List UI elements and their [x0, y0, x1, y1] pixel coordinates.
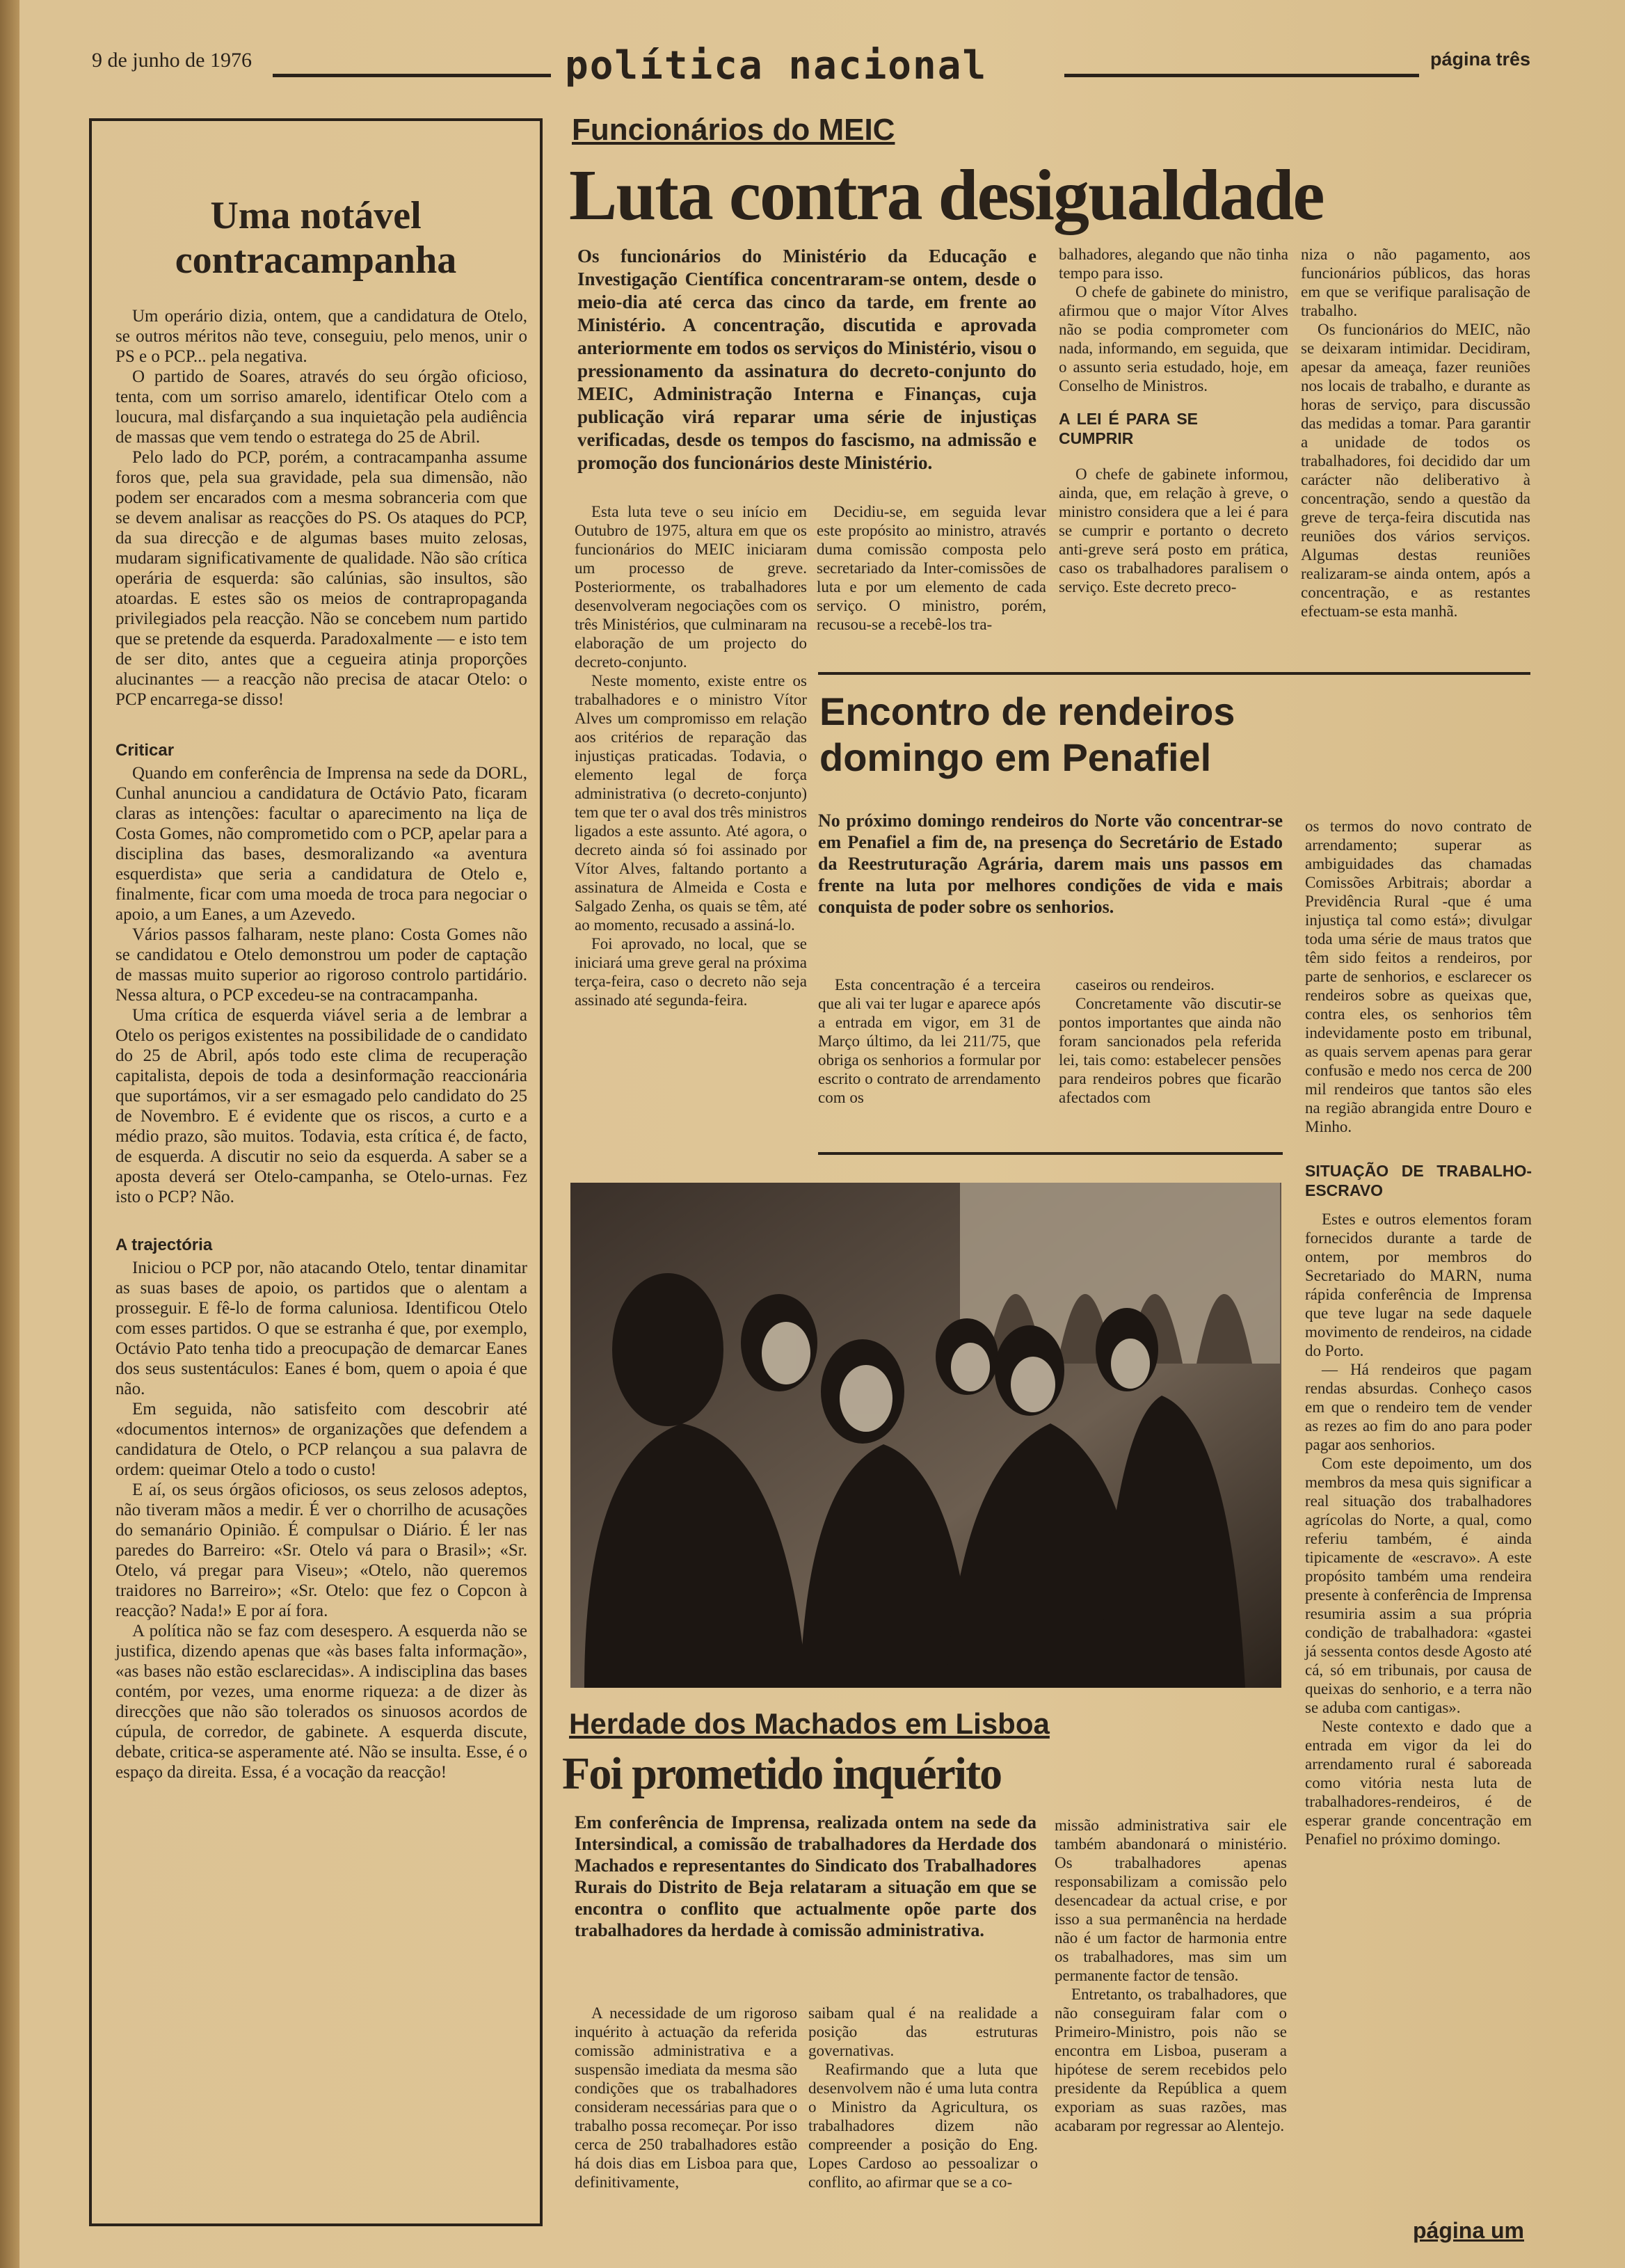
masthead-rule-right	[1064, 74, 1419, 77]
paragraph: Os funcionários do MEIC, não se deixaram intimidar. Decidiram, apesar da ameaça, fazer reuniões nos locais de trabalho, e durante as horas de serviço, para discussão das medidas a tomar. Para garantir a unidade de todos os trabalhadores, foi decidido dar um carácter não deliberativo à concentração, sendo a questão da greve de terça-feira discutida nas reuniões dos vários serviços. Algumas destas reuniões realizaram-se ainda ontem, após a concentração, e as restantes efectuam-se esta manhã.	[1301, 321, 1530, 620]
paragraph: Foi aprovado, no local, que se iniciará uma greve geral na próxima terça-feira, caso o decreto não seja assinado até segunda-feira.	[575, 935, 807, 1009]
meic-divider	[818, 672, 1530, 675]
paragraph: Concretamente vão discutir-se pontos importantes que ainda não foram sancionados pela referida lei, tais como: estabelecer pensões para rendeiros pobres que ficarão afectados com	[1059, 995, 1281, 1106]
rendeiros-subheading: SITUAÇÃO DE TRABALHO-ESCRAVO	[1305, 1162, 1532, 1199]
meic-kicker: Funcionários do MEIC	[572, 113, 895, 147]
paragraph: Decidiu-se, em seguida levar este propósito ao ministro, através duma comissão composta pelo secretariado da Inter-comissões de luta e por um elemento de cada serviço. O ministro, porém, recusou-se a recebê-los tra-	[817, 503, 1046, 633]
paragraph: Um operário dizia, ontem, que a candidatura de Otelo, se outros méritos não teve, conseguiu, pelo menos, unir o PS e o PCP... pela negativa.	[115, 307, 527, 366]
paragraph: Neste momento, existe entre os trabalhadores e o ministro Vítor Alves um compromisso em relação aos critérios de reparação das injustiças praticadas. Todavia, o elemento legal de força administrativa (o decreto-conjunto) tem que ter o aval dos três ministros ligados a este assunto. Até agora, o decreto ainda só foi assinado por Vítor Alves, faltando portanto a assinatura de Almeida e Costa e Salgado Zenha, os quais se têm, até ao momento, recusado a assiná-lo.	[575, 672, 807, 934]
paragraph: Esta concentração é a terceira que ali vai ter lugar e aparece após a entrada em vigor, em 31 de Março último, da lei 211/75, que obriga os senhorios a formular por escrito o contrato de arrendamento com os	[818, 976, 1041, 1106]
boxed-article-title: Uma notável contracampanha	[175, 194, 457, 282]
machados-column-3	[1055, 1816, 1287, 2135]
paragraph: A política não se faz com desespero. A esquerda não se justifica, dizendo apenas que «às bases falta informação», «as bases não estão esclarecidas». A indisciplina das bases contém, por vezes, uma enorme riqueza: a de dizer às direcções que não são tolerados os sinuosos acordos de cúpula, de corredor, de gabinete. A esquerda discute, debate, critica-se asperamente até. Não se insulta. Esse, é o espaço da direita. Essa, é a vocação da reacção!	[115, 1622, 527, 1782]
paragraph: Iniciou o PCP por, não atacando Otelo, tentar dinamitar as suas bases de apoio, os partidos que o alentam a prosseguir. E fê-lo de forma caluniosa. Identificou Otelo com esses partidos. O que se estranha é que, por exemplo, Octávio Pato tenha tido a preocupação de demarcar Eanes dos seus sustentáculos: Eanes é bom, quem o apoia é que não.	[115, 1259, 527, 1398]
meic-column-3	[1059, 245, 1288, 596]
photo-illustration	[570, 1183, 1281, 1688]
paragraph: Vários passos falharam, neste plano: Costa Gomes não se candidatou e Otelo demonstrou um poder de captação de massas muito superior ao rigoroso controlo partidário. Nessa altura, o PCP excedeu-se na contracampanha.	[115, 925, 527, 1005]
paragraph: niza o não pagamento, aos funcionários públicos, das horas em que se verifique paralisação de trabalho.	[1301, 246, 1530, 319]
subheading-trajectoria: A trajectória	[115, 1236, 213, 1254]
paragraph: saibam qual é na realidade a posição das estruturas governativas.	[808, 2004, 1038, 2059]
masthead-rule-left	[273, 74, 551, 77]
machados-column-2	[808, 2004, 1038, 2191]
paragraph: Quando em conferência de Imprensa na sede da DORL, Cunhal anunciou a candidatura de Octávio Pato, ficaram claras as intenções: facultar o aparecimento na liça de Costa Gomes, não comprometido com o PCP, apelar para a disciplina das bases, desmoralizando «a aventura esquerdista» que seria a candidatura de Otelo e, finalmente, ficar com uma moeda de troca para negociar o apoio, a um Eanes, a um Azevedo.	[115, 764, 527, 924]
machados-kicker: Herdade dos Machados em Lisboa	[569, 1707, 1050, 1740]
paragraph: O chefe de gabinete informou, ainda, que, em relação à greve, o ministro considera que a lei é para se cumprir e portanto o decreto anti-greve será posto em prática, caso os trabalhadores paralisem o serviço. Este decreto preco-	[1059, 465, 1288, 596]
machados-lead: Em conferência de Imprensa, realizada ontem na sede da Intersindical, a comissão de trabalhadores da Herdade dos Machados e representantes do Sindicato dos Trabalhadores Rurais do Distrito de Beja relataram a situação em que se encontra o conflito que actualmente opõe parte dos trabalhadores da herdade à comissão administrativa.	[575, 1812, 1036, 1940]
paragraph: Em seguida, não satisfeito com descobrir até «documentos internos» de organizações que defendem a candidatura de Otelo, o PCP relançou a sua palavra de ordem: queimar Otelo a todo o custo!	[115, 1400, 527, 1479]
boxed-article-body	[115, 306, 527, 1782]
paragraph: Reafirmando que a luta que desenvolvem não é uma luta contra o Ministro da Agricultura, os trabalhadores dizem não compreender a posição do Eng. Lopes Cardoso ao pessoalizar o conflito, ao afirmar que se a co-	[808, 2061, 1038, 2191]
rendeiros-headline: Encontro de rendeiros domingo em Penafiel	[819, 689, 1235, 779]
meic-column-1	[575, 502, 807, 1009]
paragraph: Neste contexto e dado que a entrada em vigor da lei do arrendamento rural é saboreada como vitória nesta luta de trabalhadores-rendeiros, é de esperar grande concentração em Penafiel no próximo domingo.	[1305, 1718, 1532, 1848]
rendeiros-lead: No próximo domingo rendeiros do Norte vão concentrar-se em Penafiel a fim de, na presença do Secretário de Estado da Reestruturação Agrária, darem mais uns passos em frente na luta por melhores condições de vida e mais conquista de poder sobre os senhorios.	[818, 810, 1283, 917]
rendeiros-column-2	[1059, 975, 1281, 1107]
meic-headline: Luta contra desigualdade	[569, 155, 1324, 235]
paragraph: balhadores, alegando que não tinha tempo para isso.	[1059, 246, 1288, 282]
paragraph: Estes e outros elementos foram fornecidos durante a tarde de ontem, por membros do Secretariado do MARN, numa rápida conferência de Imprensa que teve lugar na sede daquele movimento de rendeiros, na cidade do Porto.	[1305, 1211, 1532, 1359]
masthead-date: 9 de junho de 1976	[92, 49, 252, 72]
paragraph: E aí, os seus órgãos oficiosos, os seus zelosos adeptos, não tiveram mãos a medir. É ver o chorrilho de acusações do semanário Opinião. É compulsar o Diário. É ler nas paredes do Barreiro: «Sr. Otelo vá para o Brasil»; «Sr. Otelo, vá pregar para Viseu»; «Otelo, não queremos traidores no Barreiro»; «Sr. Otelo: que fez o Copcon à reacção? Nada!» E por aí fora.	[115, 1480, 527, 1620]
machados-headline: Foi prometido inquérito	[562, 1748, 1002, 1799]
rendeiros-column-1	[818, 975, 1041, 1107]
paragraph: Pelo lado do PCP, porém, a contracampanha assume foros que, pela sua gravidade, pela sua dimensão, não podem ser encarados com a mesma sobranceria com que se devem analisar as reacções do PS. Os ataques do PCP, da sua direcção e de algumas bases muito zelosas, mudaram significativamente de qualidade. Não são crítica operária de esquerda: são calúnias, são insultos, são atoardas. E estes são os meios de contrapropaganda privilegiados pela reacção. Não se concebem num partido que se pretende da esquerda. Paradoxalmente — e isto tem de ser dito, antes que a cegueira atinja proporções alucinantes — a reacção não precisa de atacar Otelo: o PCP encarrega-se disso!	[115, 448, 527, 709]
meic-subheading: A LEI É PARA SE CUMPRIR	[1059, 410, 1198, 447]
meic-lead: Os funcionários do Ministério da Educação e Investigação Científica concentraram-se ontem, desde o meio-dia até cerca das cinco da tarde, em frente ao Ministério. A concentração, discutida e aprovada anteriormente em todos os serviços do Ministério, visou o pressionamento da assinatura do decreto-conjunto do MEIC, Administração Interna e Finanças, cuja publicação virá reparar uma série de injustiças verificadas, desde os tempos do fascismo, na admissão e promoção dos funcionários deste Ministério.	[577, 246, 1036, 473]
masthead-section-title: política nacional	[565, 43, 988, 88]
paragraph: caseiros ou rendeiros.	[1075, 976, 1215, 993]
meic-column-4	[1301, 245, 1530, 621]
meic-column-2	[817, 502, 1046, 634]
rendeiros-divider	[818, 1152, 1283, 1155]
subheading-criticar: Criticar	[115, 741, 175, 760]
paragraph: A necessidade de um rigoroso inquérito à actuação da referida comissão administrativa e a suspensão imediata da mesma são condições que os trabalhadores consideram necessárias para que o trabalho possa recomeçar. Por isso cerca de 250 trabalhadores estão há dois dias em Lisboa para que, definitivamente,	[575, 2004, 797, 2191]
rendeiros-column-3	[1305, 817, 1532, 1848]
paragraph: Com este depoimento, um dos membros da mesa quis significar a real situação dos trabalhadores agrícolas do Norte, a qual, como referiu também, é ainda tipicamente de «escravo». A este propósito também uma rendeira presente à conferência de Imprensa resumiria assim a sua própria condição de trabalhadora: «gastei já sessenta contos desde Agosto até cá, só em tribunais, por causa de queixas do senhorio, e a terra não se aduba com cantigas».	[1305, 1455, 1532, 1716]
paragraph: missão administrativa sair ele também abandonará o ministério. Os trabalhadores apenas responsabilizam a comissão pelo desencadear da actual crise, e por isso a sua permanência na herdade não é um factor de harmonia entre os trabalhadores, mas sim um permanente factor de tensão.	[1055, 1816, 1287, 1984]
paragraph: Uma crítica de esquerda viável seria a de lembrar a Otelo os perigos existentes na possibilidade de o candidato do 25 de Abril, após todo este clima de recuperação capitalista, depois de toda a desinformação reaccionária que suportámos, vir a ser esmagado pelo candidato do 25 de Novembro. E é evidente que os riscos, a curto e a médio prazo, são muitos. Todavia, esta crítica é, de facto, de esquerda. A discutir no seio da esquerda. A saber se a aposta deverá ser Otelo-campanha, se Otelo-urnas. Fez isto o PCP? Não.	[115, 1006, 527, 1206]
page-binding-edge	[0, 0, 19, 2268]
paragraph: os termos do novo contrato de arrendamento; superar as ambiguidades das chamadas Comissões Arbitrais; abordar a Previdência Rural -que é uma injustiça tal como está»; divulgar toda uma série de maus tratos que têm sido feitos a rendeiros, por parte de senhorios, e esclarecer os rendeiros sobre as queixas que, contra eles, os senhorios têm indevidamente posto em tribunal, as quais servem apenas para gerar confusão e medo nos cerca de 200 mil rendeiros que tantos são eles na região abrangida entre Douro e Minho.	[1305, 817, 1532, 1135]
paragraph: O partido de Soares, através do seu órgão oficioso, tenta, com um sorriso amarelo, identificar Otelo com a loucura, mal disfarçando a sua inquietação pela audiência de massas que vem tendo o estratega do 25 de Abril.	[115, 367, 527, 447]
news-photo-crowd	[570, 1183, 1281, 1688]
paragraph: — Há rendeiros que pagam rendas absurdas. Conheço casos em que o rendeiro tem de vender as rezes ao fim do ano para poder pagar aos senhorios.	[1305, 1361, 1532, 1453]
paragraph: Entretanto, os trabalhadores, que não conseguiram falar com o Primeiro-Ministro, pois não se encontra em Lisboa, puseram a hipótese de serem recebidos pelo presidente da República a quem exporiam as suas razões, mas acabaram por regressar ao Alentejo.	[1055, 1986, 1287, 2134]
footer-page-link: página um	[1412, 2218, 1524, 2243]
machados-column-1	[575, 2004, 797, 2191]
masthead-page-number: página três	[1430, 49, 1531, 70]
paragraph: O chefe de gabinete do ministro, afirmou que o major Vítor Alves não se podia comprometer com nada, informando, em seguida, que o assunto seria estudado, hoje, em Conselho de Ministros.	[1059, 283, 1288, 394]
paragraph: Esta luta teve o seu início em Outubro de 1975, altura em que os funcionários do MEIC iniciaram um processo de greve. Posteriormente, os trabalhadores desenvolveram negociações com os três Ministérios, que culminaram na elaboração de um projecto do decreto-conjunto.	[575, 503, 807, 671]
